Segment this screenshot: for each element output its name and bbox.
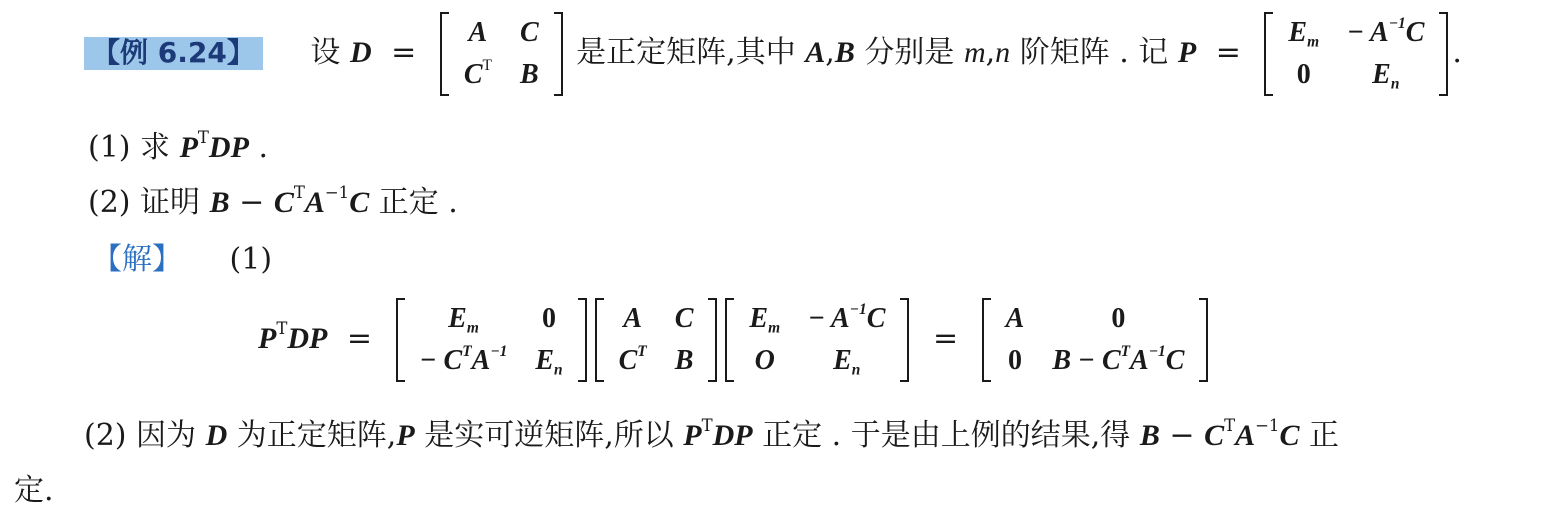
solution-part2-cont: 定. [14,473,54,508]
mid-text: 是正定矩阵,其中 [576,35,796,70]
order-text-1: 分别是 [864,35,964,70]
matrix-D-r2c2: B [519,59,539,90]
intro-text: 设 [310,35,341,70]
matrix-D-solution: A C $C^T$ B [595,298,718,382]
var-A: A [805,36,826,69]
equals-sign: = [391,35,417,70]
matrix-P-r2c2: $E_n$ [1372,59,1400,93]
solution-equation: $P^TDP$ = $E_m$ 0 − $C^TA^{-1}$ $E_n$ A C $C^T$ B $E_m$ − $A^{-1}C$ O $E_n$ = A 0 0 $B - C^TA^{-1}C$ [258,298,1212,382]
matrix-P-solution: $E_m$ − $A^{-1}C$ O $E_n$ [725,298,909,382]
var-B: B [834,36,855,69]
matrix-PT: $E_m$ 0 − $C^TA^{-1}$ $E_n$ [396,298,587,382]
matrix-P [1264,12,1448,96]
q2-label: (2) 证明 [88,185,210,220]
order-text-2: 阶矩阵 . 记 [1019,35,1169,70]
matrix-P-r1c2: − $A^{-1}C$ [1347,14,1425,48]
solution-tag: 【解】 [92,242,182,277]
part1-label: (1) [229,242,273,277]
question-2: (2) 证明 $B - C^TA^{-1}C$ 正定 . [88,182,458,220]
matrix-P-r1c1: $E_m$ [1288,17,1320,51]
var-n: n [995,36,1011,69]
matrix-D-r1c2: C [519,17,539,48]
solution-header [84,243,272,278]
example-statement: 【例 6.24】 设 D = A C $C^T$ B 是正定矩阵,其中 A,B 分别是 m,n 阶矩阵 . 记 P = $E_m$ − $A^{-1}C$ 0 $E_n$ . [84,12,1462,96]
matrix-D-r1c1: A [468,17,488,48]
matrix-result: A 0 0 $B - C^TA^{-1}C$ [982,298,1209,382]
matrix-P-r2c1: 0 [1296,59,1311,90]
var-P: P [1177,36,1197,69]
matrix-D-r2c1: $C^T$ [463,56,492,90]
question-1: (1) 求 $P^TDP$ . [88,127,268,165]
var-m: m [963,36,986,69]
var-D: D [349,36,372,69]
q1-label: (1) 求 [88,130,180,165]
solution-part2: (2) 因为 D 为正定矩阵,P 是实可逆矩阵,所以 $P^TDP$ 正定 . 于是由上例的结果,得 $B - C^TA^{-1}C$ 正 [84,415,1339,453]
example-tag: 【例 6.24】 [84,37,263,70]
matrix-D [440,12,563,96]
